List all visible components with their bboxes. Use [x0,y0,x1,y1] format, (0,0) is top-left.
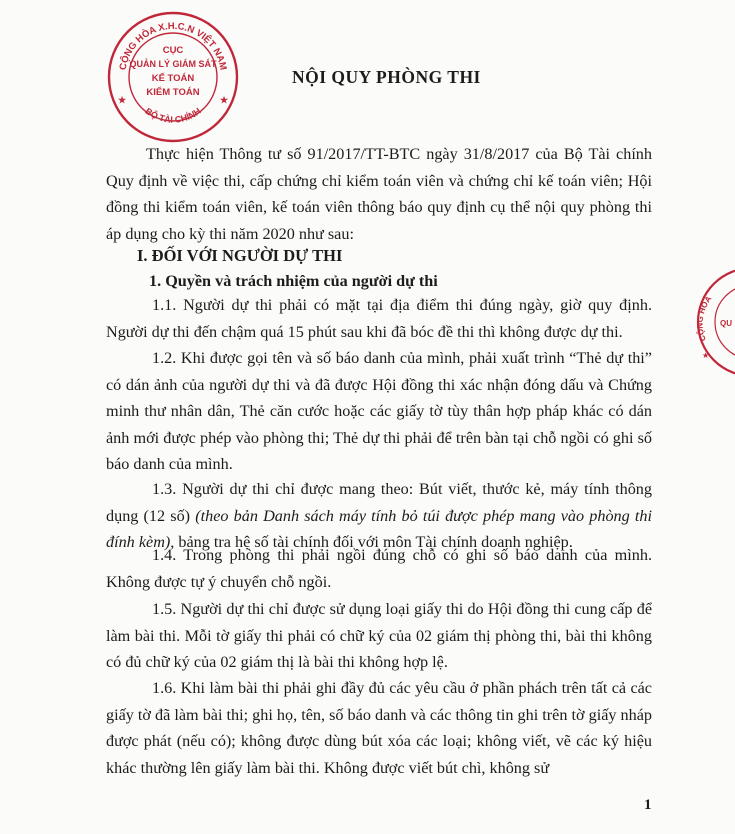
rule-1-2: 1.2. Khi được gọi tên và số báo danh của mình, phải xuất trình “Thẻ dự thi” có dán ảnh của người dự thi và đã được Hội đồng thi xác nhận đóng dấu và Chứng minh thư nhân dân, Thẻ căn cước hoặc các giấy tờ tùy thân hợp pháp khác có dán ảnh mới được phép vào phòng thi; Thẻ dự thi phải để trên bàn tại chỗ ngồi có ghi số báo danh của mình. [106,349,652,474]
page-number: 1 [644,797,652,813]
calculator-list-note: (theo bản Danh sách máy tính bỏ túi được phép mang vào phòng thi đính kèm) [106,506,652,552]
official-seal-stamp [103,5,243,145]
svg-text:★: ★ [220,95,229,105]
rule-1-6: 1.6. Khi làm bài thi phải ghi đầy đủ các yêu cầu ở phần phách trên tất cả các giấy tờ đã làm bài thi; ghi họ, tên, số báo danh và các thông tin ghi trên tờ giấy nháp được phát (nếu có); không được dùng bút xóa các loại; không viết, vẽ các ký hiệu khác thường lên giấy làm bài thi. Không được viết bút chì, không sử [106,679,652,777]
svg-text:KIỂM TOÁN: KIỂM TOÁN [146,87,200,98]
svg-text:★: ★ [118,95,127,105]
rule-1-1: 1.1. Người dự thi phải có mặt tại địa điểm thi đúng ngày, giờ quy định. Người dự thi đến chậm quá 15 phút sau khi đã bóc đề thi thì không được dự thi. [106,296,652,341]
document-title: NỘI QUY PHÒNG THI [292,67,481,87]
svg-text:★: ★ [702,351,710,360]
svg-text:KẾ TOÁN: KẾ TOÁN [151,73,195,84]
svg-text:CỤC: CỤC [162,45,184,56]
partial-seal-stamp [694,262,735,382]
intro-paragraph: Thực hiện Thông tư số 91/2017/TT-BTC ngày 31/8/2017 của Bộ Tài chính Quy định về việc thi, cấp chứng chỉ kiểm toán viên và chứng chỉ kế toán viên; Hội đồng thi kiểm toán viên, kế toán viên thông báo quy định cụ thể nội quy phòng thi áp dụng cho kỳ thi năm 2020 như sau: [106,145,652,243]
rule-1-5: 1.5. Người dự thi chỉ được sử dụng loại giấy thi do Hội đồng thi cung cấp để làm bài thi. Mỗi tờ giấy thi phải có chữ ký của 02 giám thị phòng thi, bài thi không có đủ chữ ký của 02 giám thị là bài thi không hợp lệ. [106,600,652,672]
svg-text:BỘ TÀI CHÍNH: BỘ TÀI CHÍNH [143,105,203,125]
svg-text:QUẢN LÝ GIÁM SÁT: QUẢN LÝ GIÁM SÁT [129,59,217,69]
svg-text:QU: QU [720,319,732,328]
subsection-heading: 1. Quyền và trách nhiệm của người dự thi [149,272,438,290]
svg-text:CỘNG HÒA: CỘNG HÒA [695,294,714,343]
section-heading: I. ĐỐI VỚI NGƯỜI DỰ THI [137,246,343,265]
svg-text:CỘNG HÒA X.H.C.N VIỆT NAM: CỘNG HÒA X.H.C.N VIỆT NAM [117,20,229,72]
rule-1-4: 1.4. Trong phòng thi phải ngồi đúng chỗ có ghi số báo danh của mình. Không được tự ý chuyển chỗ ngồi. [106,546,652,591]
rule-1-3: 1.3. Người dự thi chỉ được mang theo: Bút viết, thước kẻ, máy tính thông dụng (12 số) (theo bản Danh sách máy tính bỏ túi được phép mang vào phòng thi đính kèm), bảng tra hệ số tài chính đối với môn Tài chính doanh nghiệp. [106,480,652,552]
